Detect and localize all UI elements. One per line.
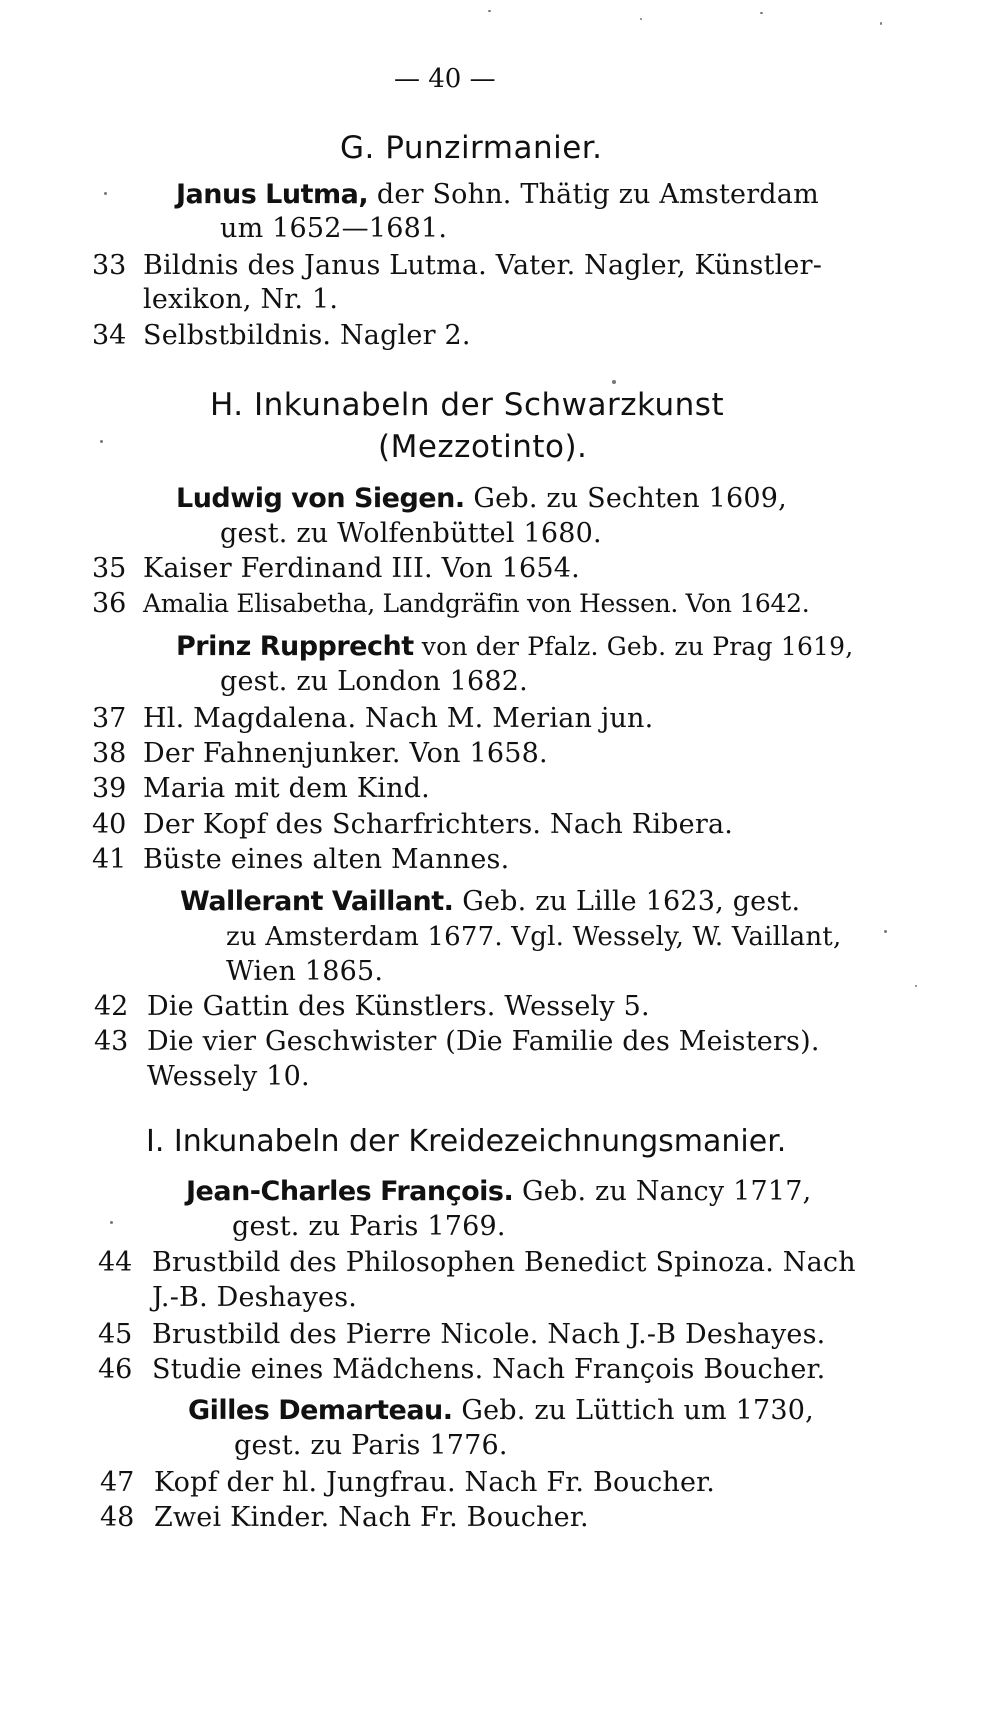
artist-name: Jean-Charles François.	[186, 1176, 514, 1207]
scan-speck	[915, 985, 917, 987]
artist-entry-siegen	[176, 482, 787, 516]
work-title: Die vier Geschwister (Die Familie des Meisters).	[147, 1026, 820, 1057]
work-number: 43	[94, 1026, 129, 1057]
work-title: Die Gattin des Künstlers. Wessely 5.	[147, 991, 650, 1022]
work-title: Brustbild des Philosophen Benedict Spinoza. Nach	[152, 1247, 856, 1278]
section-heading-g: G. Punzirmanier.	[340, 130, 603, 166]
scan-speck	[612, 380, 616, 384]
scan-speck	[104, 192, 107, 195]
work-title: Kaiser Ferdinand III. Von 1654.	[143, 553, 580, 584]
scan-speck	[100, 440, 103, 443]
artist-entry-demarteau	[188, 1394, 814, 1428]
artist-name: Ludwig von Siegen.	[176, 483, 465, 514]
work-number: 45	[98, 1319, 133, 1350]
work-title: Der Kopf des Scharfrichters. Nach Ribera.	[143, 809, 734, 840]
work-title: Maria mit dem Kind.	[143, 773, 430, 804]
work-number: 40	[92, 809, 127, 840]
artist-info-line: gest. zu London 1682.	[220, 666, 528, 697]
artist-info: Geb. zu Lüttich um 1730,	[461, 1395, 814, 1426]
work-title: Selbstbildnis. Nagler 2.	[143, 320, 471, 351]
work-title: Kopf der hl. Jungfrau. Nach Fr. Boucher.	[154, 1467, 716, 1498]
work-number: 38	[92, 738, 127, 769]
artist-name: Wallerant Vaillant.	[180, 886, 454, 917]
scan-speck	[880, 22, 882, 25]
artist-info: der Sohn. Thätig zu Amsterdam	[376, 179, 819, 210]
artist-info-line: gest. zu Paris 1776.	[234, 1430, 508, 1461]
work-number: 35	[92, 553, 127, 584]
work-number: 46	[98, 1354, 133, 1385]
scan-speck	[640, 18, 642, 20]
work-title-cont: lexikon, Nr. 1.	[143, 284, 339, 315]
scan-speck	[488, 10, 491, 12]
page-number: — 40 —	[394, 64, 496, 94]
work-number: 48	[100, 1502, 135, 1533]
work-title: Büste eines alten Mannes.	[143, 844, 510, 875]
artist-info-line: gest. zu Wolfenbüttel 1680.	[220, 518, 602, 549]
artist-info-line: um 1652—1681.	[220, 213, 448, 244]
work-number: 37	[92, 703, 127, 734]
artist-name: Janus Lutma,	[176, 179, 369, 210]
artist-entry-vaillant	[180, 885, 800, 919]
work-title-cont: Wessely 10.	[147, 1061, 310, 1092]
artist-info: Geb. zu Sechten 1609,	[473, 483, 787, 514]
artist-info-line: zu Amsterdam 1677. Vgl. Wessely, W. Vaillant,	[226, 922, 842, 952]
work-title: Hl. Magdalena. Nach M. Merian jun.	[143, 703, 654, 734]
scan-speck	[110, 1221, 113, 1224]
artist-entry-francois	[186, 1175, 811, 1209]
artist-info: Geb. zu Lille 1623, gest.	[462, 886, 801, 917]
scan-speck	[760, 12, 763, 14]
work-title: Amalia Elisabetha, Landgräfin von Hessen. Von 1642.	[143, 589, 810, 618]
work-number: 41	[92, 844, 127, 875]
work-number: 33	[92, 250, 127, 281]
work-title: Bildnis des Janus Lutma. Vater. Nagler, Künstler-	[143, 250, 823, 281]
work-title: Der Fahnenjunker. Von 1658.	[143, 738, 548, 769]
artist-info-line: gest. zu Paris 1769.	[232, 1211, 506, 1242]
artist-name: Gilles Demarteau.	[188, 1395, 453, 1426]
section-heading-h-cont: (Mezzotinto).	[378, 429, 588, 465]
work-number: 34	[92, 320, 127, 351]
work-number: 44	[98, 1247, 133, 1278]
artist-info-line: Wien 1865.	[226, 956, 384, 987]
work-title: Zwei Kinder. Nach Fr. Boucher.	[154, 1502, 589, 1533]
artist-name: Prinz Rupprecht	[176, 631, 414, 662]
work-number: 36	[92, 588, 127, 619]
work-title: Brustbild des Pierre Nicole. Nach J.-B Deshayes.	[152, 1319, 826, 1350]
artist-entry-lutma	[176, 178, 819, 212]
section-heading-h: H. Inkunabeln der Schwarzkunst	[210, 387, 725, 423]
artist-info: von der Pfalz. Geb. zu Prag 1619,	[421, 632, 854, 661]
work-number: 39	[92, 773, 127, 804]
work-title: Studie eines Mädchens. Nach François Boucher.	[152, 1354, 826, 1385]
work-number: 42	[94, 991, 129, 1022]
section-heading-i: I. Inkunabeln der Kreidezeichnungsmanier.	[146, 1124, 787, 1159]
artist-info: Geb. zu Nancy 1717,	[522, 1176, 812, 1207]
work-number: 47	[100, 1467, 135, 1498]
artist-entry-rupprecht	[176, 630, 853, 664]
scan-speck	[884, 930, 887, 933]
work-title-cont: J.-B. Deshayes.	[152, 1282, 358, 1313]
